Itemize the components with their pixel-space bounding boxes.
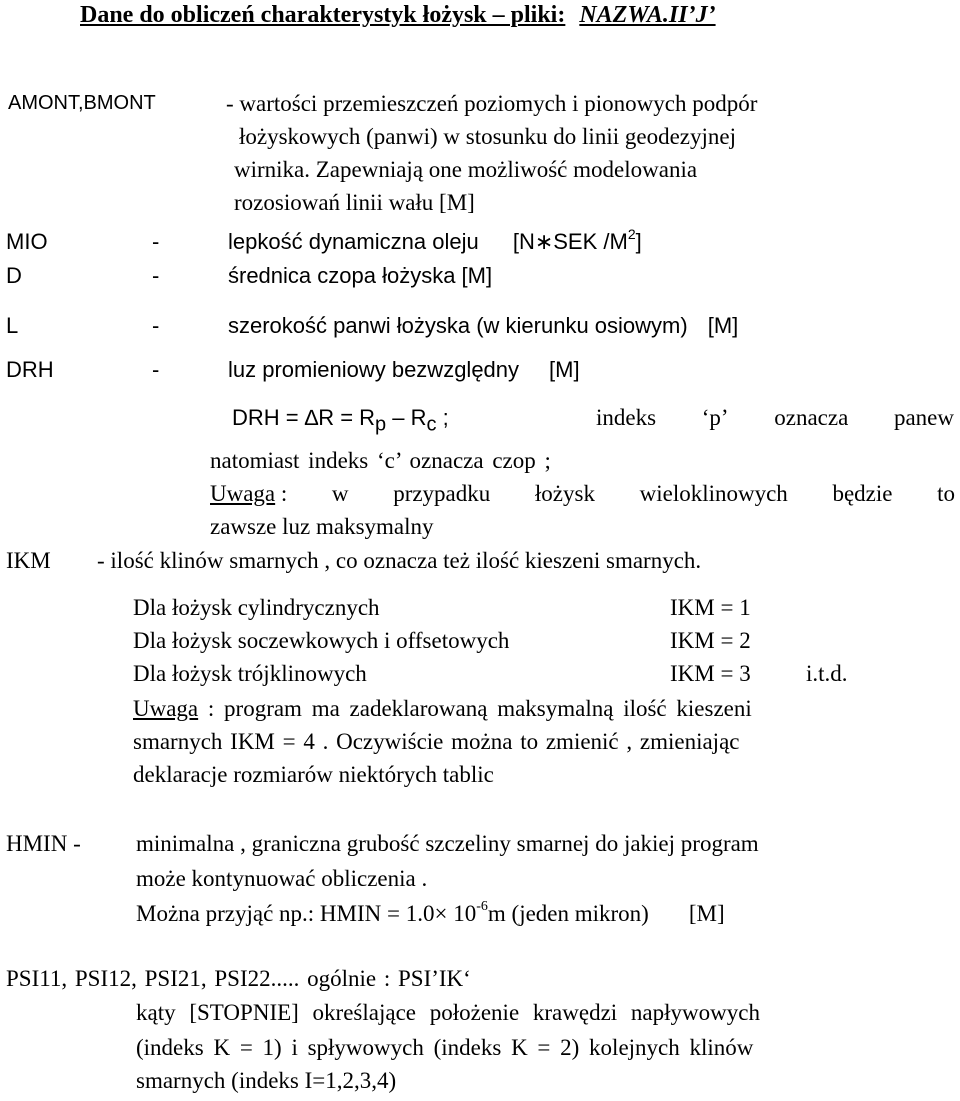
mio-key: MIO (6, 229, 48, 254)
drh-formula-note (596, 405, 954, 431)
drh-formula-word: oznacza (774, 405, 849, 430)
drh-formula-main: DRH = ∆R = R (232, 405, 376, 430)
l-unit: [M] (707, 313, 739, 338)
hmin-line-3-rest: m (jeden mikron) (487, 901, 649, 926)
hmin-line-1: minimalna , graniczna grubość szczeliny smarnej do jakiej program (136, 831, 759, 856)
ikm-key: IKM (6, 548, 51, 573)
drh-formula-word: indeks (596, 405, 657, 430)
ikm-row-value: IKM = 3 (670, 661, 751, 686)
drh-uwaga-word: wieloklinowych (639, 481, 788, 506)
psi-line-1: kąty [STOPNIE] określające położenie krawędzi napływowych (136, 1000, 760, 1025)
amont-line-2: łożyskowych (panwi) w stosunku do linii geodezyjnej (239, 124, 736, 149)
ikm-row-label: Dla łożysk trójklinowych (133, 661, 367, 686)
title-lead: Dane do obliczeń charakterystyk łożysk – pliki: (80, 2, 566, 28)
drh-uwaga-word: przypadku (393, 481, 491, 506)
l-description (228, 313, 738, 339)
drh-unit: [M] (549, 357, 580, 382)
hmin-unit: [M] (688, 901, 725, 926)
psi-line-3: smarnych (indeks I=1,2,3,4) (136, 1068, 397, 1093)
ikm-uwaga-rest: : program ma zadeklarowaną maksymalną ilość kieszeni (207, 696, 752, 721)
ikm-uwaga-line-2: smarnych IKM = 4 . Oczywiście można to zmienić , zmieniając (133, 729, 740, 754)
hmin-key: HMIN - (6, 831, 81, 856)
drh-uwaga-label: Uwaga (210, 481, 276, 506)
drh-key: DRH (6, 357, 54, 382)
drh-formula-sub-p: p (375, 413, 387, 436)
ikm-row-extra: i.t.d. (806, 661, 848, 686)
drh-uwaga-line (210, 481, 955, 507)
drh-formula-semicolon: ; (442, 405, 449, 430)
hmin-line-2: może kontynuować obliczenia . (136, 866, 428, 891)
l-dash: - (152, 313, 160, 338)
drh-uwaga-word: to (937, 481, 955, 506)
psi-key: PSI11, PSI12, PSI21, PSI22..... ogólnie : PSI’IK‘ (6, 966, 471, 991)
hmin-exponent: -6 (476, 899, 488, 915)
drh-uwaga-word: w (331, 481, 349, 506)
drh-uwaga-colon: : (280, 481, 288, 506)
drh-desc: luz promieniowy bezwzględny (228, 357, 520, 382)
amont-line-4: rozosiowań linii wału [M] (234, 190, 475, 215)
drh-formula (232, 405, 449, 436)
ikm-uwaga-line-3: deklaracje rozmiarów niektórych tablic (133, 762, 494, 787)
mio-desc: lepkość dynamiczna oleju (228, 229, 479, 254)
drh-uwaga-line-2: zawsze luz maksymalny (210, 514, 434, 539)
amont-key: AMONT,BMONT (8, 92, 156, 114)
mio-dash: - (152, 229, 160, 254)
hmin-line-3 (136, 901, 725, 927)
ikm-row-value: IKM = 1 (670, 595, 751, 620)
drh-uwaga-word: łożysk (534, 481, 595, 506)
ikm-uwaga-label: Uwaga (133, 696, 199, 721)
drh-uwaga-word: będzie (832, 481, 893, 506)
ikm-row-label: Dla łożysk cylindrycznych (133, 595, 380, 620)
d-key: D (6, 263, 22, 288)
ikm-description: - ilość klinów smarnych , co oznacza też ilość kieszeni smarnych. (97, 548, 702, 573)
drh-formula-word: ‘p’ (701, 405, 729, 430)
d-dash: - (152, 263, 160, 288)
ikm-row-label: Dla łożysk soczewkowych i offsetowych (133, 628, 510, 653)
hmin-line-3-text: Można przyjąć np.: HMIN = 1.0× 10 (136, 901, 477, 926)
mio-unit-exponent: 2 (627, 225, 636, 242)
amont-line-1: - wartości przemieszczeń poziomych i pionowych podpór (226, 91, 758, 116)
mio-unit-close: ] (635, 229, 642, 254)
drh-dash: - (152, 357, 160, 382)
drh-formula-word: panew (893, 405, 954, 430)
drh-description (228, 357, 580, 383)
d-description: średnica czopa łożyska [M] (228, 263, 493, 288)
drh-formula-sub-c: c (426, 413, 437, 436)
mio-unit: [N∗SEK /M (512, 229, 628, 254)
l-key: L (6, 313, 19, 338)
drh-uwaga-label-group (210, 481, 287, 507)
mio-description (228, 225, 642, 255)
ikm-row-value: IKM = 2 (670, 628, 751, 653)
drh-formula-minus: – R (392, 405, 427, 430)
psi-line-2: (indeks K = 1) i spływowych (indeks K = 2) kolejnych klinów (136, 1035, 754, 1060)
amont-line-3: wirnika. Zapewniają one możliwość modelowania (234, 157, 698, 182)
l-desc: szerokość panwi łożyska (w kierunku osiowym) (228, 313, 688, 338)
page-title (80, 2, 716, 29)
title-filename: NAZWA.II’J’ (579, 2, 716, 28)
ikm-uwaga-line-1 (133, 696, 752, 722)
drh-natomiast-line: natomiast indeks ‘c’ oznacza czop ; (210, 448, 551, 473)
